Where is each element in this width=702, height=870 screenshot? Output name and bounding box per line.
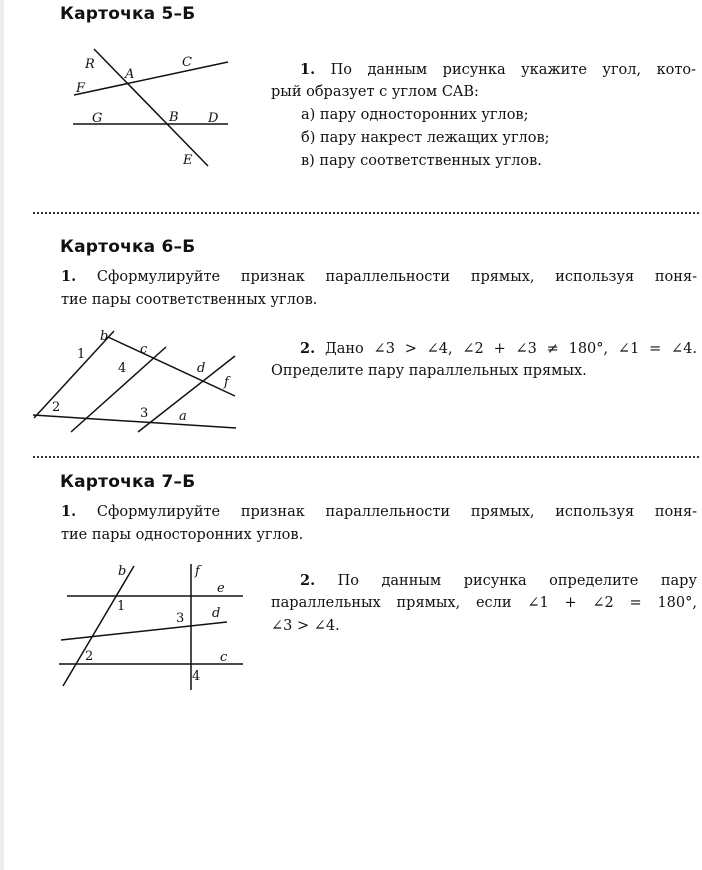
question-text-line-2: параллельных прямых, если ∠1 + ∠2 = 180°,: [271, 595, 697, 611]
card-6b-question-1: [61, 265, 697, 312]
card-5b-item-c: в) пару соответственных углов.: [301, 153, 542, 169]
angle-label-2: 2: [85, 649, 94, 664]
label-c: C: [182, 55, 192, 70]
label-f: F: [76, 81, 86, 96]
line-a: [33, 415, 236, 428]
angle-label-4: 4: [192, 669, 201, 684]
label-c: c: [140, 342, 148, 357]
card-7b-question-2-cont: [271, 592, 697, 638]
question-number: 2.: [300, 340, 316, 357]
label-d: d: [212, 606, 221, 621]
card-5b-question-1: [300, 58, 696, 82]
card-6b-title: Карточка 6–Б: [60, 237, 196, 257]
label-a: a: [179, 409, 187, 424]
card-5b-item-a: а) пару односторонних углов;: [301, 107, 529, 123]
label-b: B: [169, 110, 179, 125]
label-g: G: [92, 111, 103, 126]
separator-dotted: [33, 456, 699, 458]
label-e: e: [217, 581, 225, 596]
label-c: c: [220, 650, 228, 665]
card-7b-title: Карточка 7–Б: [60, 472, 196, 492]
card-6b-figure: [30, 326, 250, 436]
label-e: E: [183, 153, 193, 168]
question-number: 1.: [61, 503, 77, 520]
label-d: D: [208, 111, 219, 126]
question-number: 2.: [300, 572, 316, 589]
question-text-line-2: рый образует с углом CAB:: [271, 84, 479, 100]
label-d: d: [197, 361, 206, 376]
label-r: R: [85, 57, 95, 72]
question-number: 1.: [61, 268, 77, 285]
label-f: f: [195, 564, 200, 579]
card-7b-question-2: [300, 569, 697, 593]
card-6b-question-2-cont: [271, 360, 697, 383]
label-a: A: [125, 67, 135, 82]
label-b: b: [118, 564, 127, 579]
question-text-line-2: тие пары односторонних углов.: [61, 527, 304, 543]
label-b: b: [100, 329, 109, 344]
question-text-line-3: ∠3 > ∠4.: [271, 618, 340, 634]
line-b: [63, 566, 134, 686]
angle-label-1: 1: [117, 599, 126, 614]
question-text-line-2: Определите пару параллельных прямых.: [271, 363, 587, 379]
question-number: 1.: [300, 61, 316, 78]
angle-label-3: 3: [140, 406, 149, 421]
angle-label-3: 3: [176, 611, 185, 626]
question-text-line-2: тие пары соответственных углов.: [61, 292, 318, 308]
line-d: [61, 622, 227, 640]
question-text-line-1: Сформулируйте признак параллельности прямых, используя поня-: [96, 269, 698, 285]
page-edge: [0, 0, 4, 870]
question-text-line-1: Сформулируйте признак параллельности прямых, используя поня-: [96, 504, 698, 520]
card-5b-title: Карточка 5–Б: [60, 4, 196, 24]
card-5b-item-b: б) пару накрест лежащих углов;: [301, 130, 550, 146]
angle-label-4: 4: [118, 361, 127, 376]
angle-label-2: 2: [52, 400, 61, 415]
line-fc: [74, 62, 228, 95]
separator-dotted: [33, 212, 699, 214]
line-f: [108, 337, 235, 396]
card-5b-figure: [60, 44, 260, 174]
question-text-line-1: По данным рисунка определите пару: [337, 573, 697, 589]
angle-label-1: 1: [77, 347, 86, 362]
card-6b-question-2: [300, 337, 697, 361]
question-text-line-1: Дано ∠3 > ∠4, ∠2 + ∠3 ≠ 180°, ∠1 = ∠4.: [324, 341, 697, 357]
question-text-line-1: По данным рисунка укажите угол, кото-: [330, 62, 697, 78]
label-f: f: [224, 375, 229, 390]
card-5b-question-1-cont: [271, 81, 696, 104]
card-7b-figure: [55, 560, 255, 695]
card-7b-question-1: [61, 500, 697, 547]
